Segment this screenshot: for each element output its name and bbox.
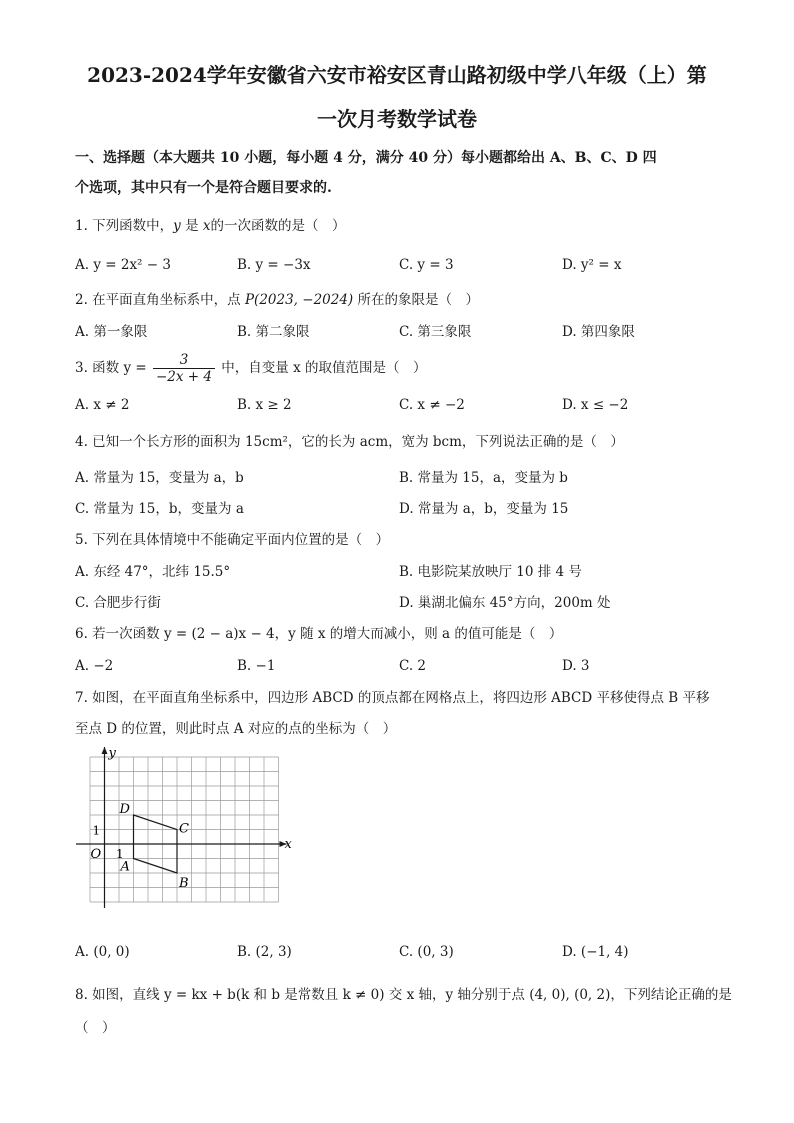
q7-option-a[interactable]: A. (0, 0) (75, 944, 130, 960)
q6-option-c[interactable]: C. 2 (399, 658, 427, 674)
q7-point-d-label: D (119, 802, 130, 817)
q1-option-b[interactable]: B. y = −3x (237, 257, 311, 273)
q7-option-b[interactable]: B. (2, 3) (237, 944, 292, 960)
q7-option-d[interactable]: D. (−1, 4) (562, 944, 629, 960)
q3-option-d[interactable]: D. x ≤ −2 (562, 397, 629, 413)
q2-stem-text-a: 2. 在平面直角坐标系中，点 (75, 292, 245, 308)
q8-stem-line2: （ ） (75, 1020, 116, 1036)
q2-stem (75, 290, 735, 310)
q4-option-c[interactable]: C. 常量为 15，b，变量为 a (75, 501, 244, 517)
section-instructions-line2: 个选项，其中只有一个是符合题目要求的. (75, 180, 332, 196)
q8-stem-line1: 8. 如图，直线 y = kx + b(k 和 b 是常数且 k ≠ 0) 交 x 轴，y 轴分别于点 (4, 0), (0, 2)，下列结论正确的是 (75, 987, 732, 1003)
q3-fraction (153, 352, 215, 385)
q1-stem-y: y (173, 218, 181, 234)
q2-stem-point: P(2023, −2024) (244, 292, 354, 308)
q2-option-d[interactable]: D. 第四象限 (562, 324, 635, 340)
q2-option-b[interactable]: B. 第二象限 (237, 324, 310, 340)
q7-origin-label: O (90, 847, 102, 862)
q5-option-a[interactable]: A. 东经 47°，北纬 15.5° (75, 564, 231, 580)
q1-stem-x: x (202, 218, 211, 234)
q7-stem-line2: 至点 D 的位置，则此时点 A 对应的点的坐标为（ ） (75, 721, 397, 737)
q7-axis-y-label: y (108, 746, 116, 761)
q2-option-a[interactable]: A. 第一象限 (75, 324, 148, 340)
q7-axis-x-label: x (284, 837, 292, 852)
q7-coordinate-figure (70, 745, 310, 930)
q7-point-c-label: C (179, 821, 189, 837)
q3-option-c[interactable]: C. x ≠ −2 (399, 397, 465, 413)
q3-option-b[interactable]: B. x ≥ 2 (237, 397, 292, 413)
exam-title-line1: 2023-2024学年安徽省六安市裕安区青山路初级中学八年级（上）第 (87, 63, 707, 87)
q1-option-a[interactable]: A. y = 2x² − 3 (75, 257, 171, 273)
q1-stem-text-a: 1. 下列函数中， (75, 218, 174, 234)
section-instructions-line1: 一、选择题（本大题共 10 小题，每小题 4 分，满分 40 分）每小题都给出 A、B、C、D 四 (75, 150, 657, 166)
q1-option-d[interactable]: D. y² = x (562, 257, 622, 273)
q7-y-axis-arrow (102, 747, 108, 754)
q7-point-b-label: B (179, 876, 189, 891)
q7-stem-line1: 7. 如图，在平面直角坐标系中，四边形 ABCD 的顶点都在网格点上，将四边形 ABCD 平移使得点 B 平移 (75, 690, 710, 706)
q1-stem-text-b: 是 (180, 218, 203, 234)
q4-option-d[interactable]: D. 常量为 a，b，变量为 15 (399, 501, 569, 517)
q3-stem-text-a: 3. 函数 y = (75, 360, 151, 376)
q6-stem: 6. 若一次函数 y = (2 − a)x − 4，y 随 x 的增大而减小，则 a 的值可能是（ ） (75, 626, 563, 642)
q3-stem (75, 350, 735, 386)
q1-stem (75, 216, 735, 236)
q2-option-c[interactable]: C. 第三象限 (399, 324, 472, 340)
q3-option-a[interactable]: A. x ≠ 2 (75, 397, 130, 413)
q2-stem-text-b: 所在的象限是（ ） (353, 292, 479, 308)
q5-option-b[interactable]: B. 电影院某放映厅 10 排 4 号 (399, 564, 582, 580)
exam-title-line2: 一次月考数学试卷 (317, 107, 477, 131)
q1-option-c[interactable]: C. y = 3 (399, 257, 454, 273)
q4-stem: 4. 已知一个长方形的面积为 15cm²，它的长为 acm，宽为 bcm，下列说法正确的是（ ） (75, 434, 624, 450)
q7-point-a-label: A (120, 859, 130, 875)
q1-stem-text-c: 的一次函数的是（ ） (210, 218, 346, 234)
q4-option-b[interactable]: B. 常量为 15，a，变量为 b (399, 470, 568, 486)
q7-tick-y-label: 1 (92, 823, 101, 838)
q5-option-c[interactable]: C. 合肥步行街 (75, 595, 161, 611)
q6-option-b[interactable]: B. −1 (237, 658, 276, 674)
q3-stem-text-b: 中，自变量 x 的取值范围是（ ） (216, 360, 427, 376)
q5-option-d[interactable]: D. 巢湖北偏东 45°方向，200m 处 (399, 595, 611, 611)
q7-tick-x-label: 1 (116, 847, 124, 861)
q6-option-d[interactable]: D. 3 (562, 658, 590, 674)
q3-fraction-denominator: −2x + 4 (155, 369, 212, 385)
q3-fraction-numerator: 3 (153, 352, 215, 369)
q4-option-a[interactable]: A. 常量为 15，变量为 a，b (75, 470, 244, 486)
q7-option-c[interactable]: C. (0, 3) (399, 944, 454, 960)
q5-stem: 5. 下列在具体情境中不能确定平面内位置的是（ ） (75, 532, 390, 548)
q6-option-a[interactable]: A. −2 (75, 658, 114, 674)
